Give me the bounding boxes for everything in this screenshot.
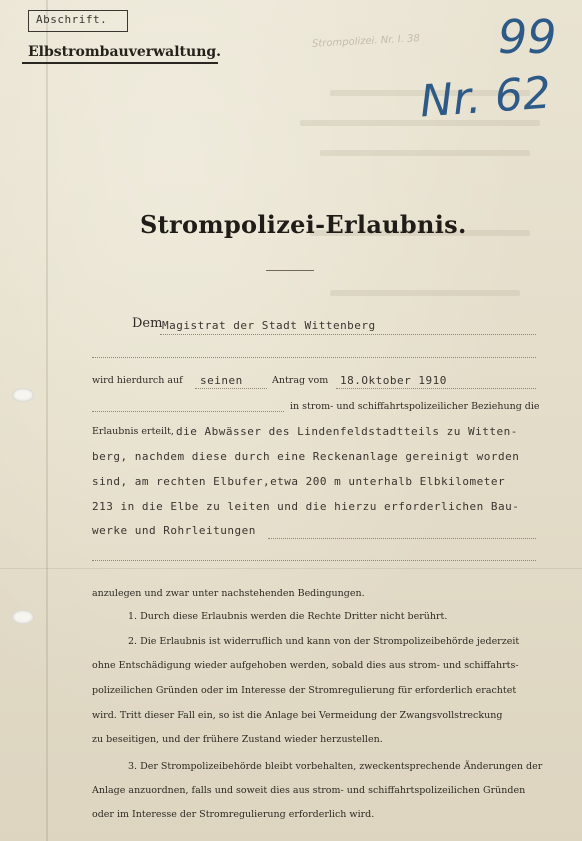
document-title: Strompolizei-Erlaubnis. (140, 210, 467, 239)
condition-1: 1. Durch diese Erlaubnis werden die Rechte Dritter nicht berührt. (128, 611, 448, 622)
recipient-prefix: Dem (132, 316, 163, 331)
punch-hole (12, 388, 34, 402)
condition-2-line-3: polizeilichen Gründen oder im Interesse der Stromregulierung für erforderlich erachtet (92, 685, 517, 696)
punch-hole (12, 610, 34, 624)
request-own: seinen (200, 374, 243, 387)
permission-line-3: sind, am rechten Elbufer,etwa 200 m unterhalb Elbkilometer (92, 475, 506, 488)
condition-2-line-4: wird. Tritt dieser Fall ein, so ist die Anlage bei Vermeidung der Zwangsvollstreckung (92, 710, 503, 721)
permission-line-2: berg, nachdem diese durch eine Reckenanlage gereinigt worden (92, 450, 520, 463)
permission-line-4: 213 in die Elbe zu leiten und die hierzu erforderlichen Bau- (92, 500, 520, 513)
agency-name: Elbstrombauverwaltung. (28, 44, 222, 60)
fill-line (195, 388, 267, 389)
permission-lead: Erlaubnis erteilt, (92, 426, 174, 437)
paper-fold (46, 0, 48, 841)
relation-text: in strom- und schiffahrtspolizeilicher Beziehung die (290, 401, 540, 412)
request-date: 18.Oktober 1910 (340, 374, 447, 387)
request-text-2: Antrag vom (272, 375, 329, 386)
handwritten-reg-number: Nr. 62 (418, 67, 553, 128)
condition-3-line-1: 3. Der Strompolizeibehörde bleibt vorbehalten, zweckentsprechende Änderungen der (128, 761, 543, 772)
paper-fold-horizontal (0, 568, 582, 569)
copy-stamp: Abschrift. (36, 13, 108, 26)
fill-line (92, 357, 536, 358)
handwritten-number: 99 (498, 10, 557, 64)
fill-line (160, 334, 536, 335)
fill-line (336, 388, 536, 389)
condition-2-line-5: zu beseitigen, und der frühere Zustand wieder herzustellen. (92, 734, 383, 745)
request-text-1: wird hierdurch auf (92, 375, 183, 386)
fill-line (92, 411, 284, 412)
bleed-through (330, 290, 520, 296)
permission-line-1: die Abwässer des Lindenfeldstadtteils zu Witten- (176, 425, 518, 438)
fill-line (268, 538, 536, 539)
condition-2-line-1: 2. Die Erlaubnis ist widerruflich und kann von der Strompolizeibehörde jederzeit (128, 636, 520, 647)
fill-line (92, 560, 536, 561)
title-rule (266, 270, 314, 271)
condition-3-line-3: oder im Interesse der Stromregulierung erforderlich wird. (92, 809, 375, 820)
recipient-name: Magistrat der Stadt Wittenberg (162, 319, 376, 332)
condition-3-line-2: Anlage anzuordnen, falls und soweit dies aus strom- und schiffahrtspolizeilichen Gründen (92, 785, 526, 796)
condition-2-line-2: ohne Entschädigung wieder aufgehoben werden, sobald dies aus strom- und schiffahrts- (92, 660, 519, 671)
pencil-note: Strompolizei. Nr. I. 38 (311, 33, 421, 50)
permission-line-5: werke und Rohrleitungen (92, 524, 256, 537)
agency-underline (22, 62, 218, 64)
bleed-through (320, 150, 530, 156)
conditions-intro: anzulegen und zwar unter nachstehenden Bedingungen. (92, 588, 365, 599)
